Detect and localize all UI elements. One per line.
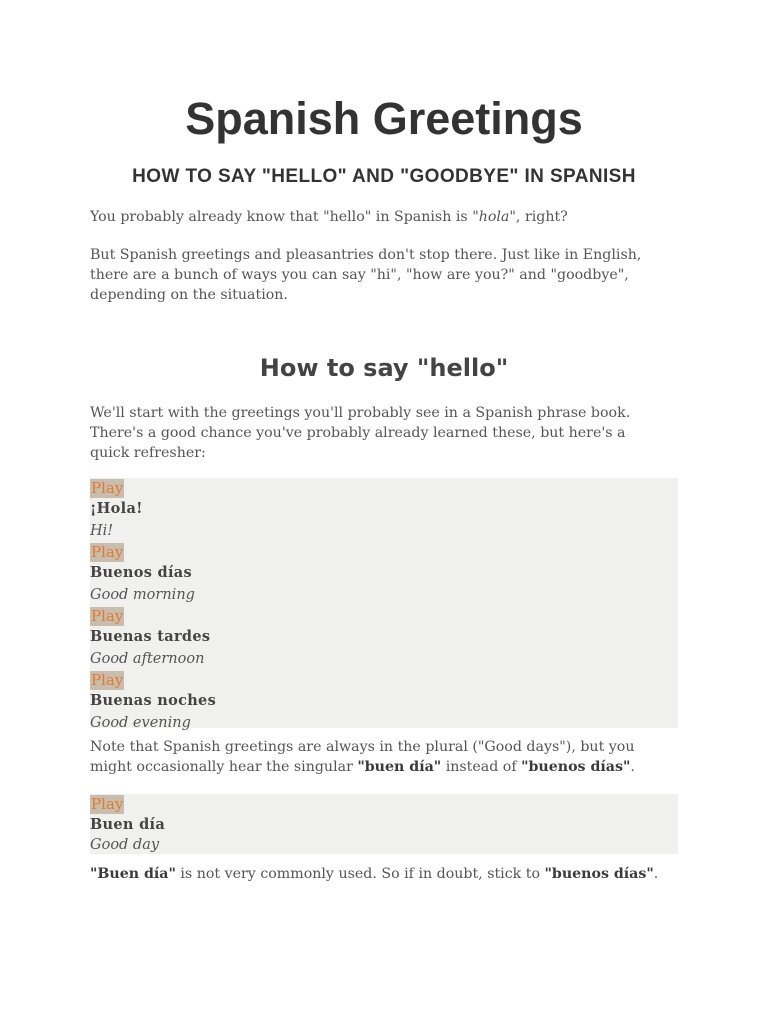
note-text-2: instead of <box>441 759 522 775</box>
phrase-list-greetings <box>90 478 678 731</box>
note-bold-2: "buenos días" <box>521 759 631 775</box>
intro-paragraph-1 <box>90 207 680 227</box>
phrase-spanish: ¡Hola! <box>90 500 143 517</box>
phrase-entry <box>90 670 678 734</box>
note-text-1: Note that Spanish greetings are always in the plural ("Good days"), but you might occasionally hear the singular <box>90 739 635 775</box>
phrase-list-buen-dia <box>90 794 678 854</box>
intro1-text-before: You probably already know that "hello" in Spanish is <box>90 209 473 225</box>
intro1-emphasis: "hola" <box>472 209 516 225</box>
intro-paragraph-2: But Spanish greetings and pleasantries don't stop there. Just like in English, there are a bunch of ways you can say "hi", "how are you?" and "goodbye", depending on the situation. <box>90 247 642 303</box>
section-heading-hello: How to say "hello" <box>259 354 509 382</box>
page-title: Spanish Greetings <box>185 93 583 144</box>
play-button[interactable]: Play <box>91 671 124 689</box>
phrase-english: Good afternoon <box>90 651 205 667</box>
closing-bold-2: "buenos días" <box>544 866 654 882</box>
page-subtitle: HOW TO SAY "HELLO" AND "GOODBYE" IN SPANISH <box>132 166 636 187</box>
note-text-3: . <box>630 759 635 775</box>
phrase-spanish: Buenas noches <box>90 692 217 709</box>
phrase-spanish: Buenas tardes <box>90 628 211 645</box>
note-bold-1: "buen día" <box>357 759 442 775</box>
play-button[interactable]: Play <box>91 543 124 561</box>
closing-paragraph <box>90 864 680 884</box>
phrase-spanish: Buen día <box>90 816 166 833</box>
phrase-entry <box>90 542 678 606</box>
play-button[interactable]: Play <box>91 795 124 813</box>
closing-bold-1: "Buen día" <box>90 866 176 882</box>
phrase-english: Good day <box>90 837 160 853</box>
note-paragraph <box>90 737 680 777</box>
intro1-text-after: , right? <box>515 209 568 225</box>
closing-text-1: is not very commonly used. So if in doubt, stick to <box>175 866 545 882</box>
section-lead-paragraph: We'll start with the greetings you'll probably see in a Spanish phrase book. There's a good chance you've probably already learned these, but here's a quick refresher: <box>90 405 631 461</box>
closing-text-2: . <box>653 866 659 882</box>
phrase-entry <box>90 478 678 542</box>
phrase-entry <box>90 794 678 856</box>
phrase-english: Good morning <box>90 587 195 603</box>
play-button[interactable]: Play <box>91 607 124 625</box>
phrase-spanish: Buenos días <box>90 564 192 581</box>
phrase-entry <box>90 606 678 670</box>
phrase-english: Hi! <box>90 523 114 539</box>
phrase-english: Good evening <box>90 715 191 731</box>
play-button[interactable]: Play <box>91 479 124 497</box>
